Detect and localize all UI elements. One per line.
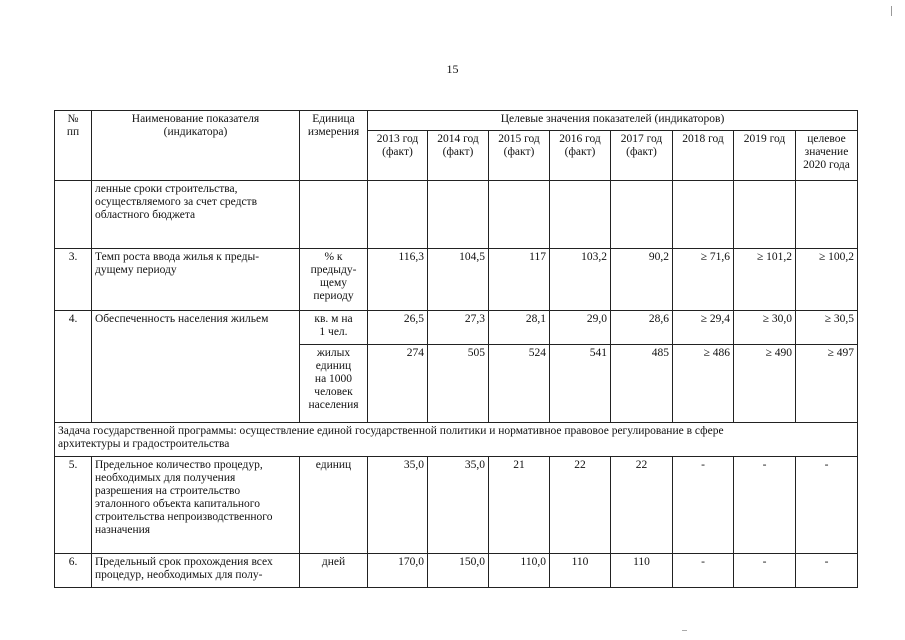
cell (611, 181, 673, 249)
value-cell: 524 (489, 345, 550, 423)
value-cell: - (673, 554, 734, 588)
indicator-name: Обеспеченность населения жильем (92, 311, 300, 423)
value-cell: 21 (489, 457, 550, 554)
header-year: 2014 год (факт) (428, 131, 489, 181)
header-year: 2018 год (673, 131, 734, 181)
edge-mark (891, 6, 892, 16)
value-cell: ≥ 486 (673, 345, 734, 423)
unit-cell: кв. м на 1 чел. (300, 311, 368, 345)
value-cell: 22 (611, 457, 673, 554)
row-number: 6. (55, 554, 92, 588)
header-year: целевое значение 2020 года (796, 131, 858, 181)
header-year: 2013 год (факт) (368, 131, 428, 181)
value-cell: 35,0 (428, 457, 489, 554)
header-name: Наименование показателя (индикатора) (92, 111, 300, 181)
table-row-6 (55, 554, 858, 588)
indicator-name: Предельное количество процедур, необходимых для получения разрешения на строительство эталонного объекта капитального строительства непроизводственного назначения (92, 457, 300, 554)
table-row-4a (55, 311, 858, 345)
value-cell: 116,3 (368, 249, 428, 311)
indicator-name: Темп роста ввода жилья к преды- дущему периоду (92, 249, 300, 311)
value-cell: 110 (611, 554, 673, 588)
cell (550, 181, 611, 249)
value-cell: ≥ 71,6 (673, 249, 734, 311)
value-cell: 274 (368, 345, 428, 423)
value-cell: 110,0 (489, 554, 550, 588)
value-cell: 117 (489, 249, 550, 311)
value-cell: 541 (550, 345, 611, 423)
value-cell: 27,3 (428, 311, 489, 345)
header-year: 2017 год (факт) (611, 131, 673, 181)
table-row-5 (55, 457, 858, 554)
value-cell: ≥ 101,2 (734, 249, 796, 311)
header-year: 2019 год (734, 131, 796, 181)
value-cell: 150,0 (428, 554, 489, 588)
header-row-top (55, 111, 858, 131)
header-year: 2016 год (факт) (550, 131, 611, 181)
cell (489, 181, 550, 249)
task-text: Задача государственной программы: осуществление единой государственной политики и нормативное правовое регулирование в сфере архитектуры и градостроительства (55, 423, 858, 457)
cell (673, 181, 734, 249)
cell (300, 181, 368, 249)
value-cell: ≥ 490 (734, 345, 796, 423)
unit-cell: жилых единиц на 1000 человек населения (300, 345, 368, 423)
unit-cell: % к предыду- щему периоду (300, 249, 368, 311)
header-no: № пп (55, 111, 92, 181)
value-cell: ≥ 100,2 (796, 249, 858, 311)
page-number: 15 (446, 62, 459, 76)
value-cell: 90,2 (611, 249, 673, 311)
table-row-continued (55, 181, 858, 249)
value-cell: 28,1 (489, 311, 550, 345)
cell (428, 181, 489, 249)
value-cell: ≥ 30,5 (796, 311, 858, 345)
cell (734, 181, 796, 249)
header-targets: Целевые значения показателей (индикаторов) (368, 111, 858, 131)
value-cell: - (734, 554, 796, 588)
row-number: 4. (55, 311, 92, 423)
value-cell: 35,0 (368, 457, 428, 554)
value-cell: 485 (611, 345, 673, 423)
indicator-name: ленные сроки строительства, осуществляемого за счет средств областного бюджета (92, 181, 300, 249)
value-cell: 110 (550, 554, 611, 588)
value-cell: - (796, 457, 858, 554)
row-number: 3. (55, 249, 92, 311)
value-cell: 505 (428, 345, 489, 423)
cell (796, 181, 858, 249)
indicators-table (54, 110, 858, 588)
table-row-3 (55, 249, 858, 311)
value-cell: 22 (550, 457, 611, 554)
scan-dot (682, 630, 687, 631)
value-cell: 28,6 (611, 311, 673, 345)
value-cell: ≥ 29,4 (673, 311, 734, 345)
indicator-name: Предельный срок прохождения всех процедур, необходимых для полу- (92, 554, 300, 588)
value-cell: 29,0 (550, 311, 611, 345)
task-row (55, 423, 858, 457)
value-cell: 104,5 (428, 249, 489, 311)
value-cell: - (734, 457, 796, 554)
row-number: 5. (55, 457, 92, 554)
cell (55, 181, 92, 249)
value-cell: - (673, 457, 734, 554)
value-cell: ≥ 497 (796, 345, 858, 423)
unit-cell: единиц (300, 457, 368, 554)
unit-cell: дней (300, 554, 368, 588)
header-unit: Единица измерения (300, 111, 368, 181)
header-year: 2015 год (факт) (489, 131, 550, 181)
value-cell: 170,0 (368, 554, 428, 588)
value-cell: - (796, 554, 858, 588)
value-cell: ≥ 30,0 (734, 311, 796, 345)
cell (368, 181, 428, 249)
value-cell: 26,5 (368, 311, 428, 345)
value-cell: 103,2 (550, 249, 611, 311)
